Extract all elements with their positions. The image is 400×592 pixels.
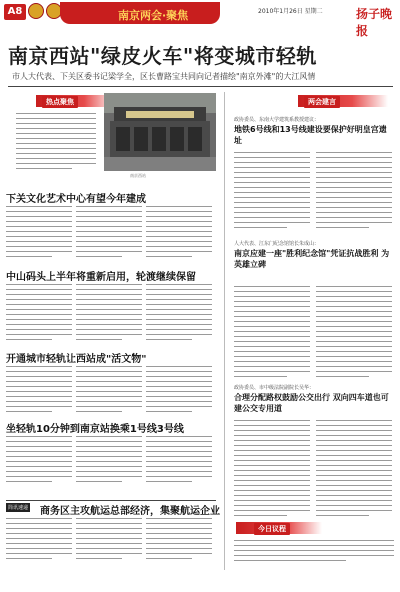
right-item-text-2a [234, 286, 310, 380]
dateline: 2010年1月26日 星期二 [258, 8, 323, 15]
right-item-kicker-2: 人大代表、江东门纪念馆馆长朱成山： [234, 241, 320, 247]
left-section-text-1b [76, 206, 142, 260]
left-section-text-4c [146, 436, 212, 486]
right-item-head-3: 合理分配路权鼓励公交出行 双向四车道也可建公交专用道 [234, 393, 389, 413]
right-item-head-1: 地铁6号线和13号线建设要保护好明皇宫遗址 [234, 125, 387, 145]
left-section-head-2: 中山码头上半年将重新启用，轮渡继续保留 [6, 272, 196, 283]
brief-text-c [146, 518, 212, 566]
photo-caption: 南京西站 [130, 173, 146, 178]
right-item-text-2b [316, 286, 392, 380]
right-item-kicker-1: 政协委员、东南大学建筑系教授建议： [234, 117, 320, 123]
station-photo-image [104, 93, 216, 171]
section-title: 南京两会·聚焦 [118, 9, 189, 22]
advice-tag [298, 95, 388, 107]
brief-text-b [76, 518, 142, 566]
advice-label: 两会建言 [304, 96, 340, 108]
agenda-tag [236, 522, 322, 534]
agenda-label: 今日议程 [254, 523, 290, 535]
right-item-text-1a [234, 152, 310, 232]
left-section-head-1: 下关文化艺术中心有望今年建成 [6, 194, 146, 205]
brief-text-a [6, 518, 72, 566]
right-item-text-1b [316, 152, 392, 232]
brief-tag: 简讯速递 [8, 505, 29, 511]
left-section-text-4a [6, 436, 72, 486]
hot-focus-label: 热点聚焦 [42, 96, 78, 108]
brief-headline: 商务区主攻航运总部经济，集聚航运企业 [40, 506, 220, 517]
paper-name: 扬子晚报 [356, 7, 393, 38]
right-item-head-2: 南京应建一座"胜利纪念馆"凭证抗战胜利 为英雄立碑 [234, 249, 390, 269]
headline-rule [8, 86, 393, 87]
main-headline: 南京西站"绿皮火车"将变城市轻轨 [8, 44, 317, 68]
left-section-head-4: 坐轻轨10分钟到南京站换乘1号线3号线 [6, 424, 184, 435]
emblem-icons [28, 3, 64, 21]
left-section-head-3: 开通城市轻轨让西站成"活文物" [6, 354, 147, 365]
right-item-text-3b [316, 420, 392, 520]
left-section-text-4b [76, 436, 142, 486]
left-section-text-3c [146, 366, 212, 416]
left-section-text-2b [76, 284, 142, 344]
column-divider [224, 92, 225, 570]
national-emblem-icon [28, 3, 44, 19]
right-item-kicker-3: 政协委员、市中级法院副院长吴华： [234, 385, 315, 391]
left-section-text-3a [6, 366, 72, 416]
sub-headline: 市人大代表、下关区委书记梁学全，区长曹路宝共同向记者描绘"南京外滩"的大江风情 [12, 72, 316, 81]
right-item-text-3a [234, 420, 310, 520]
brief-rule [6, 500, 216, 501]
station-photo [104, 93, 216, 171]
left-section-text-1a [6, 206, 72, 260]
left-section-text-1c [146, 206, 212, 260]
left-section-text-3b [76, 366, 142, 416]
intro-text [16, 113, 96, 183]
page-code: A8 [4, 4, 26, 20]
left-section-text-2a [6, 284, 72, 344]
agenda-text [234, 540, 394, 570]
left-section-text-2c [146, 284, 212, 344]
